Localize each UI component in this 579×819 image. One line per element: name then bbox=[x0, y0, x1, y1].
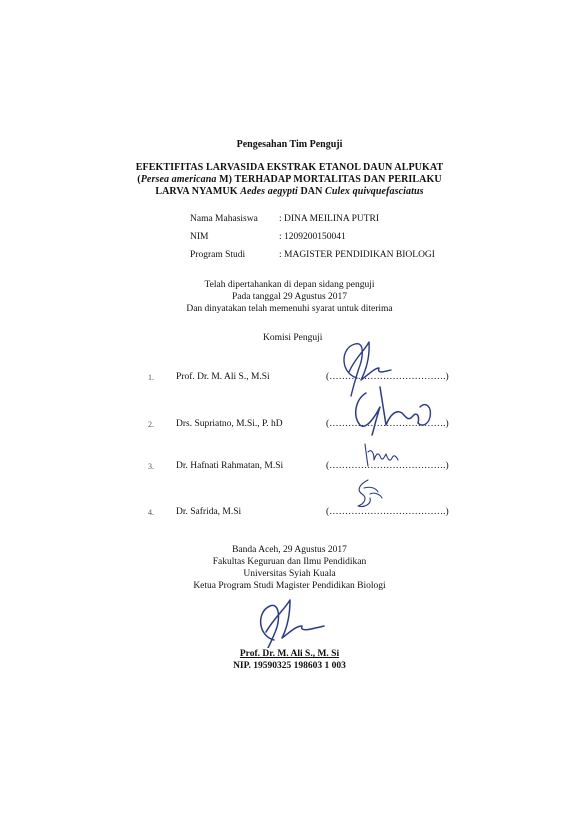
thesis-title-line-1: EFEKTIFITAS LARVASIDA EKSTRAK ETANOL DAUN ALPUKAT bbox=[135, 162, 444, 173]
committee-heading: Komisi Penguji bbox=[263, 333, 323, 343]
examiner-sign-line: (……………………………….) bbox=[326, 507, 449, 517]
examiner-sign-line: (……………………………….) bbox=[326, 461, 449, 471]
page-heading: Pengesahan Tim Penguji bbox=[236, 139, 343, 150]
examiner-name: Dr. Hafnati Rahmatan, M.Si bbox=[176, 461, 284, 471]
approval-faculty: Fakultas Keguruan dan Ilmu Pendidikan bbox=[212, 557, 367, 567]
examiner-number: 2. bbox=[148, 420, 154, 429]
species-aedes: Aedes aegypti bbox=[240, 186, 298, 197]
examiner-name: Prof. Dr. M. Ali S., M.Si bbox=[176, 372, 270, 382]
examiner-name: Dr. Safrida, M.Si bbox=[176, 507, 242, 517]
signature-examiner-1 bbox=[335, 338, 395, 400]
thesis-title-line-3 bbox=[0, 186, 579, 197]
title-line2-rest: M) TERHADAP MORTALITAS DAN PERILAKU bbox=[216, 174, 442, 185]
title-line3-mid: DAN bbox=[297, 186, 326, 197]
student-value-program: : MAGISTER PENDIDIKAN BIOLOGI bbox=[279, 250, 435, 260]
defense-line-2: Pada tanggal 29 Agustus 2017 bbox=[231, 292, 348, 302]
examiner-name: Drs. Supriatno, M.Si., P. hD bbox=[176, 419, 283, 429]
approval-university: Universitas Syiah Kuala bbox=[243, 569, 336, 579]
student-value-name: : DINA MEILINA PUTRI bbox=[279, 214, 380, 224]
examiner-sign-line: (……………………………….) bbox=[326, 419, 449, 429]
signature-head-of-program bbox=[252, 596, 330, 648]
title-line3-pre: LARVA NYAMUK bbox=[155, 186, 241, 197]
defense-line-3: Dan dinyatakan telah memenuhi syarat untuk diterima bbox=[186, 304, 393, 314]
approval-position: Ketua Program Studi Magister Pendidikan Biologi bbox=[193, 581, 386, 591]
thesis-title-line-2 bbox=[0, 174, 579, 185]
defense-line-1: Telah dipertahankan di depan sidang penguji bbox=[204, 280, 375, 290]
examiner-number: 1. bbox=[148, 373, 154, 382]
examiner-sign-line: (……………………………….) bbox=[326, 372, 449, 382]
examiner-number: 4. bbox=[148, 508, 154, 517]
title-paren: ( bbox=[137, 174, 141, 185]
student-label-name: Nama Mahasiswa bbox=[190, 214, 258, 224]
species-persea: Persea americana bbox=[140, 174, 217, 185]
student-value-nim: : 1209200150041 bbox=[279, 232, 346, 242]
examiner-number: 3. bbox=[148, 462, 154, 471]
signature-examiner-2 bbox=[346, 385, 436, 437]
student-label-program: Program Studi bbox=[190, 250, 246, 260]
student-label-nim: NIM bbox=[190, 232, 209, 242]
approval-place-date: Banda Aceh, 29 Agustus 2017 bbox=[232, 545, 347, 555]
signer-name: Prof. Dr. M. Ali S., M. Si bbox=[239, 649, 340, 659]
signature-examiner-4 bbox=[350, 478, 386, 510]
species-culex: Culex quivquefasciatus bbox=[325, 186, 424, 197]
signer-nip: NIP. 19590325 198603 1 003 bbox=[233, 661, 346, 671]
